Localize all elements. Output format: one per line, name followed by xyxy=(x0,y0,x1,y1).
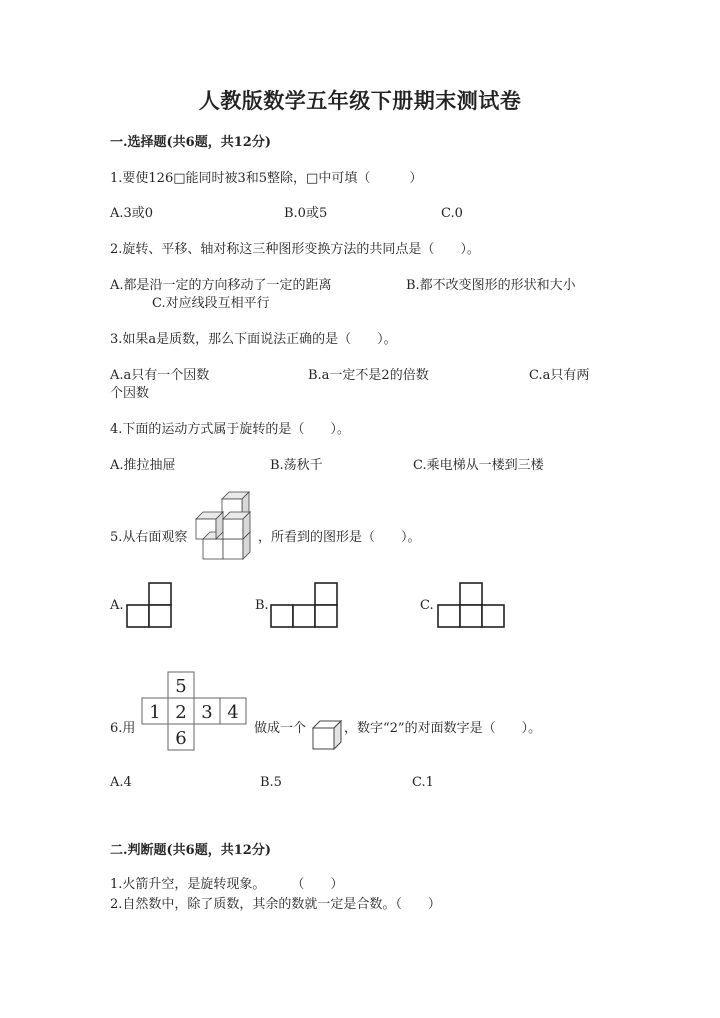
question-1-option-b[interactable]: B.0或5 xyxy=(284,206,328,221)
cube-net-figure xyxy=(142,672,252,752)
question-2-stem: 2.旋转、平移、轴对称这三种图形变换方法的共同点是（ ）。 xyxy=(110,242,480,257)
question-4-option-a[interactable]: A.推拉抽屉 xyxy=(110,458,176,473)
net-face-top: 5 xyxy=(175,676,187,697)
question-5-option-c-figure[interactable] xyxy=(438,582,510,632)
question-5-stem-before: 5.从右面观察 xyxy=(110,530,188,545)
question-1-option-a[interactable]: A.3或0 xyxy=(110,206,154,221)
cube-icon xyxy=(312,720,344,752)
question-6-option-a[interactable]: A.4 xyxy=(110,775,132,790)
question-5-option-b-figure[interactable] xyxy=(271,582,343,632)
question-4-option-b[interactable]: B.荡秋千 xyxy=(270,458,323,473)
net-face-bottom: 6 xyxy=(175,728,187,749)
question-5-option-c-label[interactable]: C. xyxy=(420,598,434,613)
question-6-stem-prefix: 6.用 xyxy=(110,721,136,736)
question-1-option-c[interactable]: C.0 xyxy=(441,206,463,221)
net-face-left: 1 xyxy=(149,702,161,723)
net-face-far-right: 4 xyxy=(227,702,239,723)
section-heading-judgement: 二.判断题(共6题，共12分) xyxy=(110,843,271,858)
question-6-stem-mid: 做成一个 xyxy=(254,721,307,736)
question-3-stem: 3.如果a是质数，那么下面说法正确的是（ ）。 xyxy=(110,332,397,347)
question-2-option-c[interactable]: C.对应线段互相平行 xyxy=(152,296,270,311)
question-4-option-c[interactable]: C.乘电梯从一楼到三楼 xyxy=(413,458,544,473)
section-heading-choice: 一.选择题(共6题，共12分) xyxy=(110,135,271,150)
stacked-cubes-figure xyxy=(196,492,256,562)
question-5-option-b-label[interactable]: B. xyxy=(255,598,269,613)
question-2-option-b[interactable]: B.都不改变图形的形状和大小 xyxy=(406,278,576,293)
question-3-option-a[interactable]: A.a只有一个因数 xyxy=(110,368,210,383)
question-4-stem: 4.下面的运动方式属于旋转的是（ ）。 xyxy=(110,422,350,437)
question-6-option-c[interactable]: C.1 xyxy=(412,775,434,790)
question-2-option-a[interactable]: A.都是沿一定的方向移动了一定的距离 xyxy=(110,278,332,293)
question-5-option-a-figure[interactable] xyxy=(127,582,177,632)
question-5-option-a-label[interactable]: A. xyxy=(110,598,124,613)
question-6-option-b[interactable]: B.5 xyxy=(260,775,282,790)
judgement-question-1: 1.火箭升空，是旋转现象。 （ ） xyxy=(110,877,344,892)
net-face-right: 3 xyxy=(201,702,213,723)
question-1-stem: 1.要使126□能同时被3和5整除，□中可填（ ） xyxy=(110,171,423,186)
question-3-option-b[interactable]: B.a一定不是2的倍数 xyxy=(308,368,429,383)
net-face-center: 2 xyxy=(175,702,187,723)
question-3-option-c[interactable]: C.a只有两 xyxy=(529,368,590,383)
page-title: 人教版数学五年级下册期末测试卷 xyxy=(198,88,522,113)
question-3-option-c-continued: 个因数 xyxy=(110,386,150,401)
judgement-question-2: 2.自然数中，除了质数，其余的数就一定是合数。（ ） xyxy=(110,897,441,912)
question-5-stem-after: ，所看到的图形是（ ）。 xyxy=(258,530,421,545)
question-6-stem-after: ，数字“2”的对面数字是（ ）。 xyxy=(344,721,542,736)
